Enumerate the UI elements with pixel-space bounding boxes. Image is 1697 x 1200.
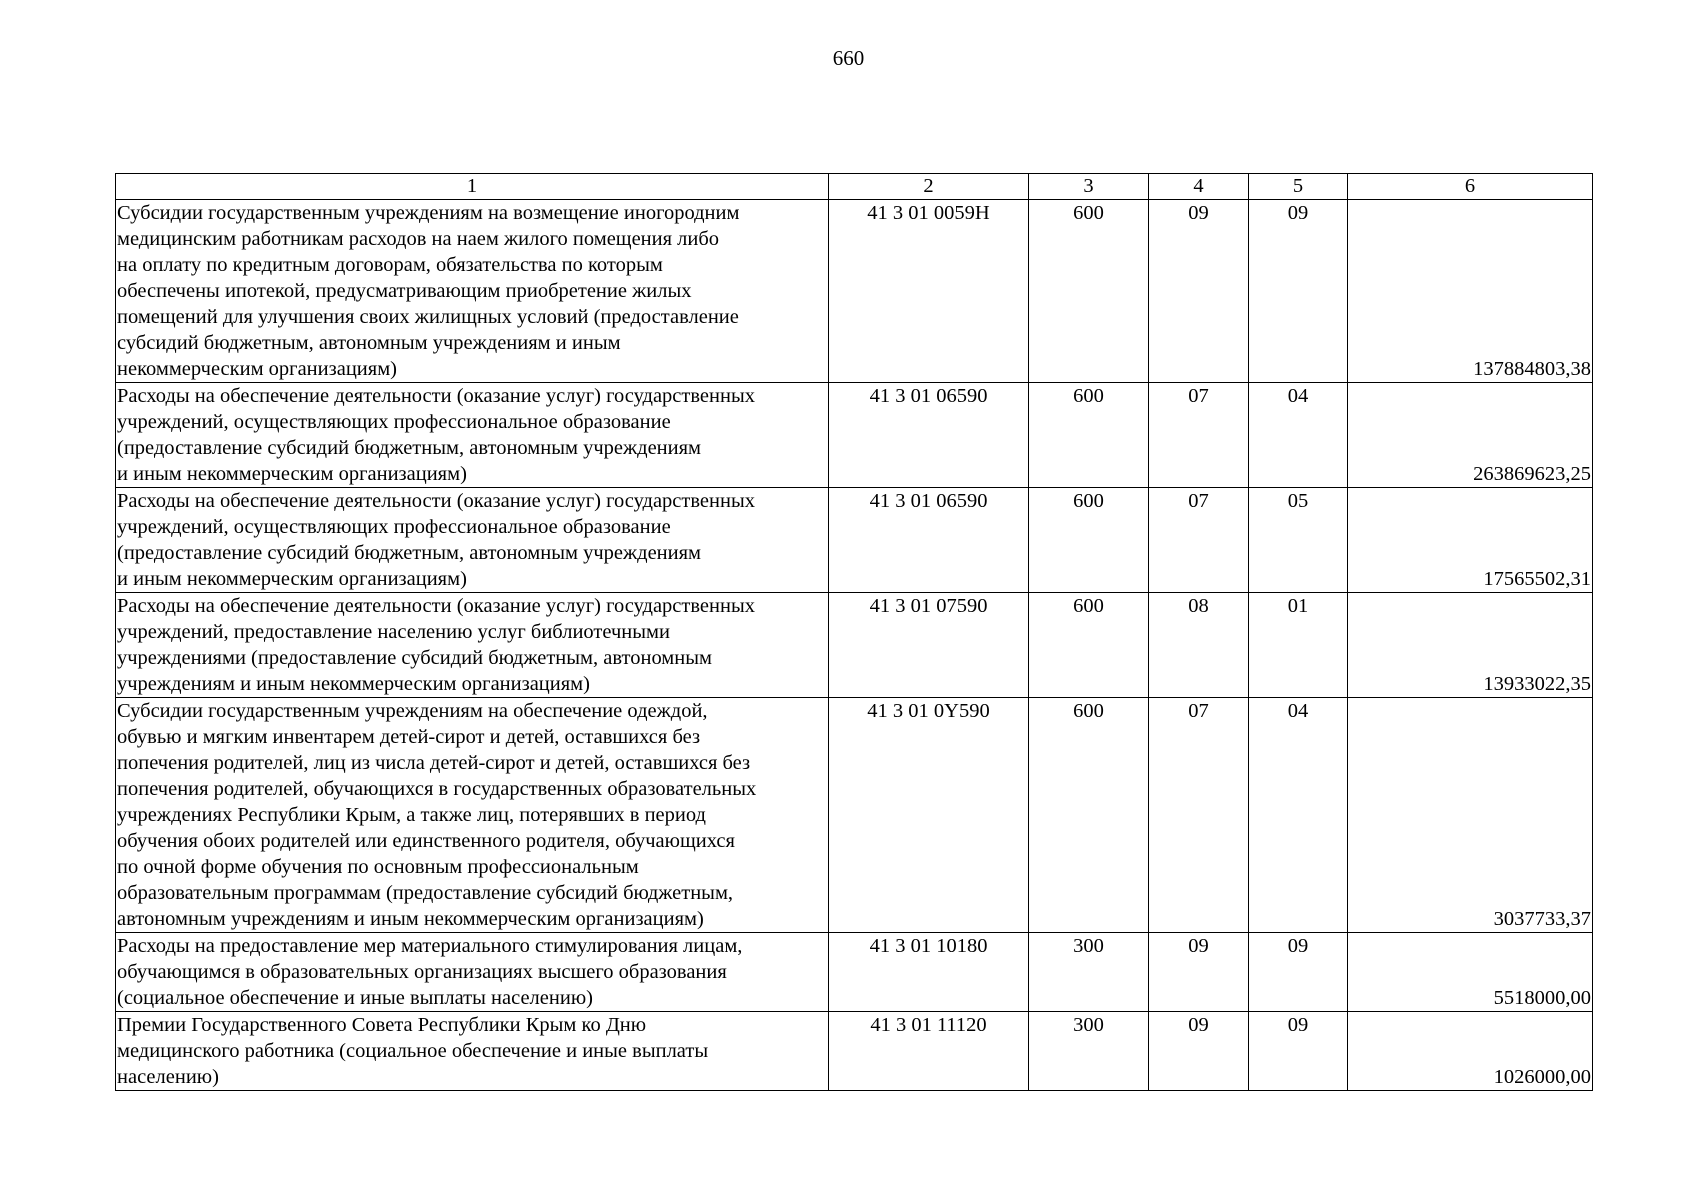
row-subsection: 04 (1249, 383, 1348, 488)
row-amount: 5518000,00 (1348, 933, 1593, 1012)
row-subsection: 05 (1249, 488, 1348, 593)
row-expense-type: 600 (1029, 593, 1149, 698)
row-expense-type: 300 (1029, 933, 1149, 1012)
table-row (116, 593, 1593, 698)
table-row (116, 200, 1593, 383)
row-name: Субсидии государственным учреждениям на возмещение иногородним медицинским работникам расходов на наем жилого помещения либо на оплату по кредитным договорам, обязательства по которым обеспечены ипотекой, предусматривающим приобретение жилых помещений для улучшения своих жилищных условий (предоставление субсидий бюджетным, автономным учреждениям и иным некоммерческим организациям) (116, 200, 829, 383)
page-number: 660 (832, 46, 865, 70)
row-target-code: 41 3 01 06590 (829, 383, 1029, 488)
table-row (116, 698, 1593, 933)
budget-table (115, 173, 1593, 1091)
row-target-code: 41 3 01 11120 (829, 1012, 1029, 1091)
row-section: 07 (1149, 383, 1249, 488)
row-expense-type: 600 (1029, 698, 1149, 933)
row-name: Расходы на обеспечение деятельности (оказание услуг) государственных учреждений, предоставление населению услуг библиотечными учреждениями (предоставление субсидий бюджетным, автономным учреждениям и иным некоммерческим организациям) (116, 593, 829, 698)
row-expense-type: 600 (1029, 383, 1149, 488)
header-col-2: 2 (829, 174, 1029, 200)
row-name: Субсидии государственным учреждениям на обеспечение одеждой, обувью и мягким инвентарем детей-сирот и детей, оставшихся без попечения родителей, лиц из числа детей-сирот и детей, оставшихся без попечения родителей, обучающихся в государственных образовательных учреждениях Республики Крым, а также лиц, потерявших в период обучения обоих родителей или единственного родителя, обучающихся по очной форме обучения по основным профессиональным образовательным программам (предоставление субсидий бюджетным, автономным учреждениям и иным некоммерческим организациям) (116, 698, 829, 933)
table-row (116, 383, 1593, 488)
row-subsection: 09 (1249, 200, 1348, 383)
header-col-3: 3 (1029, 174, 1149, 200)
row-subsection: 09 (1249, 933, 1348, 1012)
row-name: Расходы на предоставление мер материального стимулирования лицам, обучающимся в образовательных организациях высшего образования (социальное обеспечение и иные выплаты населению) (116, 933, 829, 1012)
row-target-code: 41 3 01 10180 (829, 933, 1029, 1012)
row-name: Премии Государственного Совета Республики Крым ко Дню медицинского работника (социальное обеспечение и иные выплаты населению) (116, 1012, 829, 1091)
row-amount: 1026000,00 (1348, 1012, 1593, 1091)
row-expense-type: 600 (1029, 200, 1149, 383)
row-section: 09 (1149, 1012, 1249, 1091)
row-expense-type: 600 (1029, 488, 1149, 593)
row-target-code: 41 3 01 0059Н (829, 200, 1029, 383)
row-section: 07 (1149, 488, 1249, 593)
header-col-5: 5 (1249, 174, 1348, 200)
row-subsection: 01 (1249, 593, 1348, 698)
header-row (116, 174, 1593, 200)
row-name: Расходы на обеспечение деятельности (оказание услуг) государственных учреждений, осуществляющих профессиональное образование (предоставление субсидий бюджетным, автономным учреждениям и иным некоммерческим организациям) (116, 488, 829, 593)
table-row (116, 488, 1593, 593)
table-row (116, 1012, 1593, 1091)
row-expense-type: 300 (1029, 1012, 1149, 1091)
row-target-code: 41 3 01 07590 (829, 593, 1029, 698)
row-subsection: 09 (1249, 1012, 1348, 1091)
row-name: Расходы на обеспечение деятельности (оказание услуг) государственных учреждений, осуществляющих профессиональное образование (предоставление субсидий бюджетным, автономным учреждениям и иным некоммерческим организациям) (116, 383, 829, 488)
row-section: 08 (1149, 593, 1249, 698)
row-subsection: 04 (1249, 698, 1348, 933)
row-section: 09 (1149, 933, 1249, 1012)
row-target-code: 41 3 01 0Y590 (829, 698, 1029, 933)
table-body (116, 200, 1593, 1091)
header-col-6: 6 (1348, 174, 1593, 200)
row-section: 07 (1149, 698, 1249, 933)
row-amount: 17565502,31 (1348, 488, 1593, 593)
header-col-4: 4 (1149, 174, 1249, 200)
row-amount: 13933022,35 (1348, 593, 1593, 698)
row-target-code: 41 3 01 06590 (829, 488, 1029, 593)
header-col-1: 1 (116, 174, 829, 200)
row-amount: 3037733,37 (1348, 698, 1593, 933)
table-header (116, 174, 1593, 200)
row-amount: 137884803,38 (1348, 200, 1593, 383)
table-row (116, 933, 1593, 1012)
row-amount: 263869623,25 (1348, 383, 1593, 488)
row-section: 09 (1149, 200, 1249, 383)
